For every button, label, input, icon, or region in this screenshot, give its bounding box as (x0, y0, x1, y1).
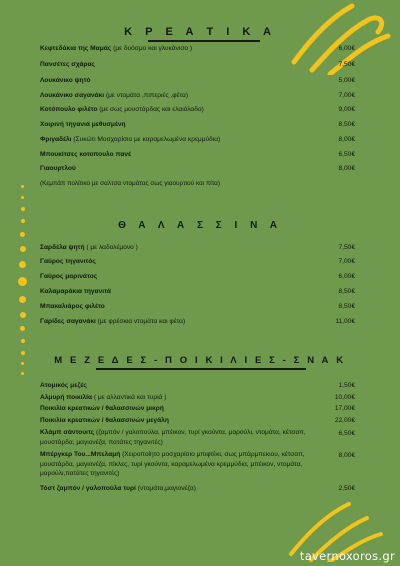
item-name: Ατομικός μεζές (40, 382, 87, 389)
menu-item (40, 271, 355, 283)
item-name: Μπακαλιάρος φιλέτο (40, 303, 105, 310)
menu-item (40, 316, 355, 328)
menu-item (40, 415, 355, 427)
item-description: ( με λαδολέμονο ) (84, 244, 138, 251)
item-name: Τόστ ζαμπόν / γαλοπούλα τυρί (40, 485, 136, 492)
item-price: 6,00€ (338, 45, 355, 52)
menu-item (40, 380, 355, 392)
item-name: Μπουκίτσες κοτοπουλο πανέ (40, 151, 132, 158)
item-price: 8,00€ (338, 165, 355, 172)
item-price: 17,00€ (334, 405, 355, 412)
menu-item (40, 256, 355, 268)
item-name: Σαρδέλα ψητή (40, 244, 85, 251)
item-price: 22,00€ (334, 417, 355, 424)
item-price: 8,50€ (338, 303, 355, 310)
item-name: Γαρίδες σαγανάκι (40, 318, 96, 325)
title-underline (96, 368, 306, 370)
item-name: Ποικιλία κρεατικών / θαλασσινών μικρή (40, 405, 164, 412)
menu-item (40, 75, 355, 87)
menu-item (40, 483, 355, 495)
menu-item (40, 134, 355, 146)
dot-icon (21, 207, 25, 211)
item-name: Λουκάνικο σαγανάκι (40, 92, 105, 99)
item-name: Κεφτεδάκια της Μαμάς (40, 45, 112, 52)
item-name: Μπέργκερ Του...Μπελαμή (40, 451, 121, 458)
dot-icon (21, 185, 24, 188)
item-name: Πανσέτες σχάρας (40, 61, 95, 68)
item-description: ( με αλλαντικά και τυριά ) (92, 394, 167, 401)
dot-icon (19, 296, 26, 303)
section-title-kreatika: Κ Ρ Ε Α Τ Ι Κ Α (124, 26, 276, 38)
item-name: Γαύρος μαρινάτος (40, 273, 98, 280)
menu-item (40, 286, 355, 298)
dot-icon (18, 277, 27, 286)
item-name: Φριγαδέλι (40, 136, 72, 143)
item-price: 6,50€ (338, 430, 355, 437)
item-name: Καλαμαράκια τηγανιτά (40, 288, 111, 295)
section-title-thalassina: Θ Α Λ Α Σ Σ Ι Ν Α (118, 220, 282, 231)
menu-item (40, 403, 355, 415)
menu-item (40, 43, 355, 55)
item-price: 2,50€ (338, 485, 355, 492)
item-price: 7,00€ (338, 258, 355, 265)
dot-icon (21, 339, 25, 343)
item-name: Λουκάνικο ψητό (40, 77, 91, 84)
menu-item (40, 119, 355, 131)
menu-item (40, 90, 355, 102)
item-price: 7,00€ (338, 92, 355, 99)
item-price: 8,50€ (338, 121, 355, 128)
item-name: Γαύρος τηγανιτός (40, 258, 96, 265)
item-name: Γιαουρτλού (40, 165, 76, 172)
dot-icon (19, 261, 26, 268)
item-price: 10,00€ (334, 394, 355, 401)
item-description: (ντομάτα,μαγιονέζα) (135, 485, 196, 492)
item-price: 5,00€ (338, 77, 355, 84)
item-description: (Συκώτι Μοσχαρίσιο με καραμελωμένα κρεμμύδια) (71, 136, 221, 143)
dot-icon (20, 232, 25, 237)
item-price: 6,00€ (338, 273, 355, 280)
item-description: (ζαμπόν / γαλοπούλα, μπέικον, τυρί γκούντα, μαρούλι, ντομάτα, κέτσαπ, μουστάρδα, μαγιονέζα, πατάτες τηγανιτές) (40, 429, 306, 446)
item-text (40, 428, 312, 447)
dot-icon (20, 246, 26, 252)
item-description: (Χειροποίητο μοσχαρίσιο μπιφτέκι, σως μπάρμπεκιου, κέτσαπ, μουστάρδα, μαγιονέζα, πίκλες, τυρί γκούντα, καραμελωμένα κρεμμύδια, μπέικον, ντομάτα, μαρούλι,πατάτες τηγανιτές) (40, 451, 305, 477)
section-title-mezedes: Μ Ε Ζ Ε Δ Ε Σ - Π Ο Ι Κ Ι Λ Ι Ε Σ - Σ Ν Α Κ (54, 355, 346, 366)
item-price: 7,50€ (338, 244, 355, 251)
menu-item (40, 149, 355, 161)
dot-icon (21, 196, 24, 199)
item-name: Χοιρινή τηγανιά μεθυσμένη (40, 121, 126, 128)
item-price: 8,00€ (338, 136, 355, 143)
item-description: (με ντομάτα ,πιπεριές ,φέτα) (104, 92, 189, 99)
item-price: 9,00€ (338, 106, 355, 113)
item-name: Κοτόπουλο φιλέτο (40, 106, 98, 113)
dot-icon (21, 372, 24, 375)
item-price: 6,50€ (338, 151, 355, 158)
menu-item (40, 242, 355, 254)
menu-item (40, 450, 355, 479)
item-price: 1,50€ (338, 382, 355, 389)
item-description: (με δυόσμο και γλυκάνισο ) (111, 45, 193, 52)
watermark: tavernoxoros.gr (299, 549, 395, 563)
menu-item (40, 59, 355, 71)
item-price: 7,50€ (338, 61, 355, 68)
menu-item (40, 301, 355, 313)
menu-item (40, 104, 355, 116)
title-underline (148, 40, 260, 42)
menu-item (40, 428, 355, 447)
item-description: (με σως μουστάρδας και ελαιόλαδο) (97, 106, 204, 113)
dot-icon (20, 326, 25, 331)
item-price: 8,00€ (338, 452, 355, 459)
item-name: Αλμυρή ποικιλία (40, 394, 93, 401)
item-text (40, 450, 312, 479)
item-price: 11,00€ (335, 318, 355, 325)
item-description: (με φρέσκια ντομάτα και φέτα) (95, 318, 186, 325)
item-price: 8,50€ (338, 288, 355, 295)
item-name: Ποικιλία κρεατικών / θαλασσινών μεγάλη (40, 417, 169, 424)
item-note: (Κεμπάπ πολίτικο με σαλτσα ντομάτας σως γιαουρτιού και πίτα) (40, 180, 220, 187)
dot-icon (20, 312, 26, 318)
menu-item (40, 163, 355, 175)
item-name: Κλάμπ σάντουιτς (40, 429, 95, 436)
